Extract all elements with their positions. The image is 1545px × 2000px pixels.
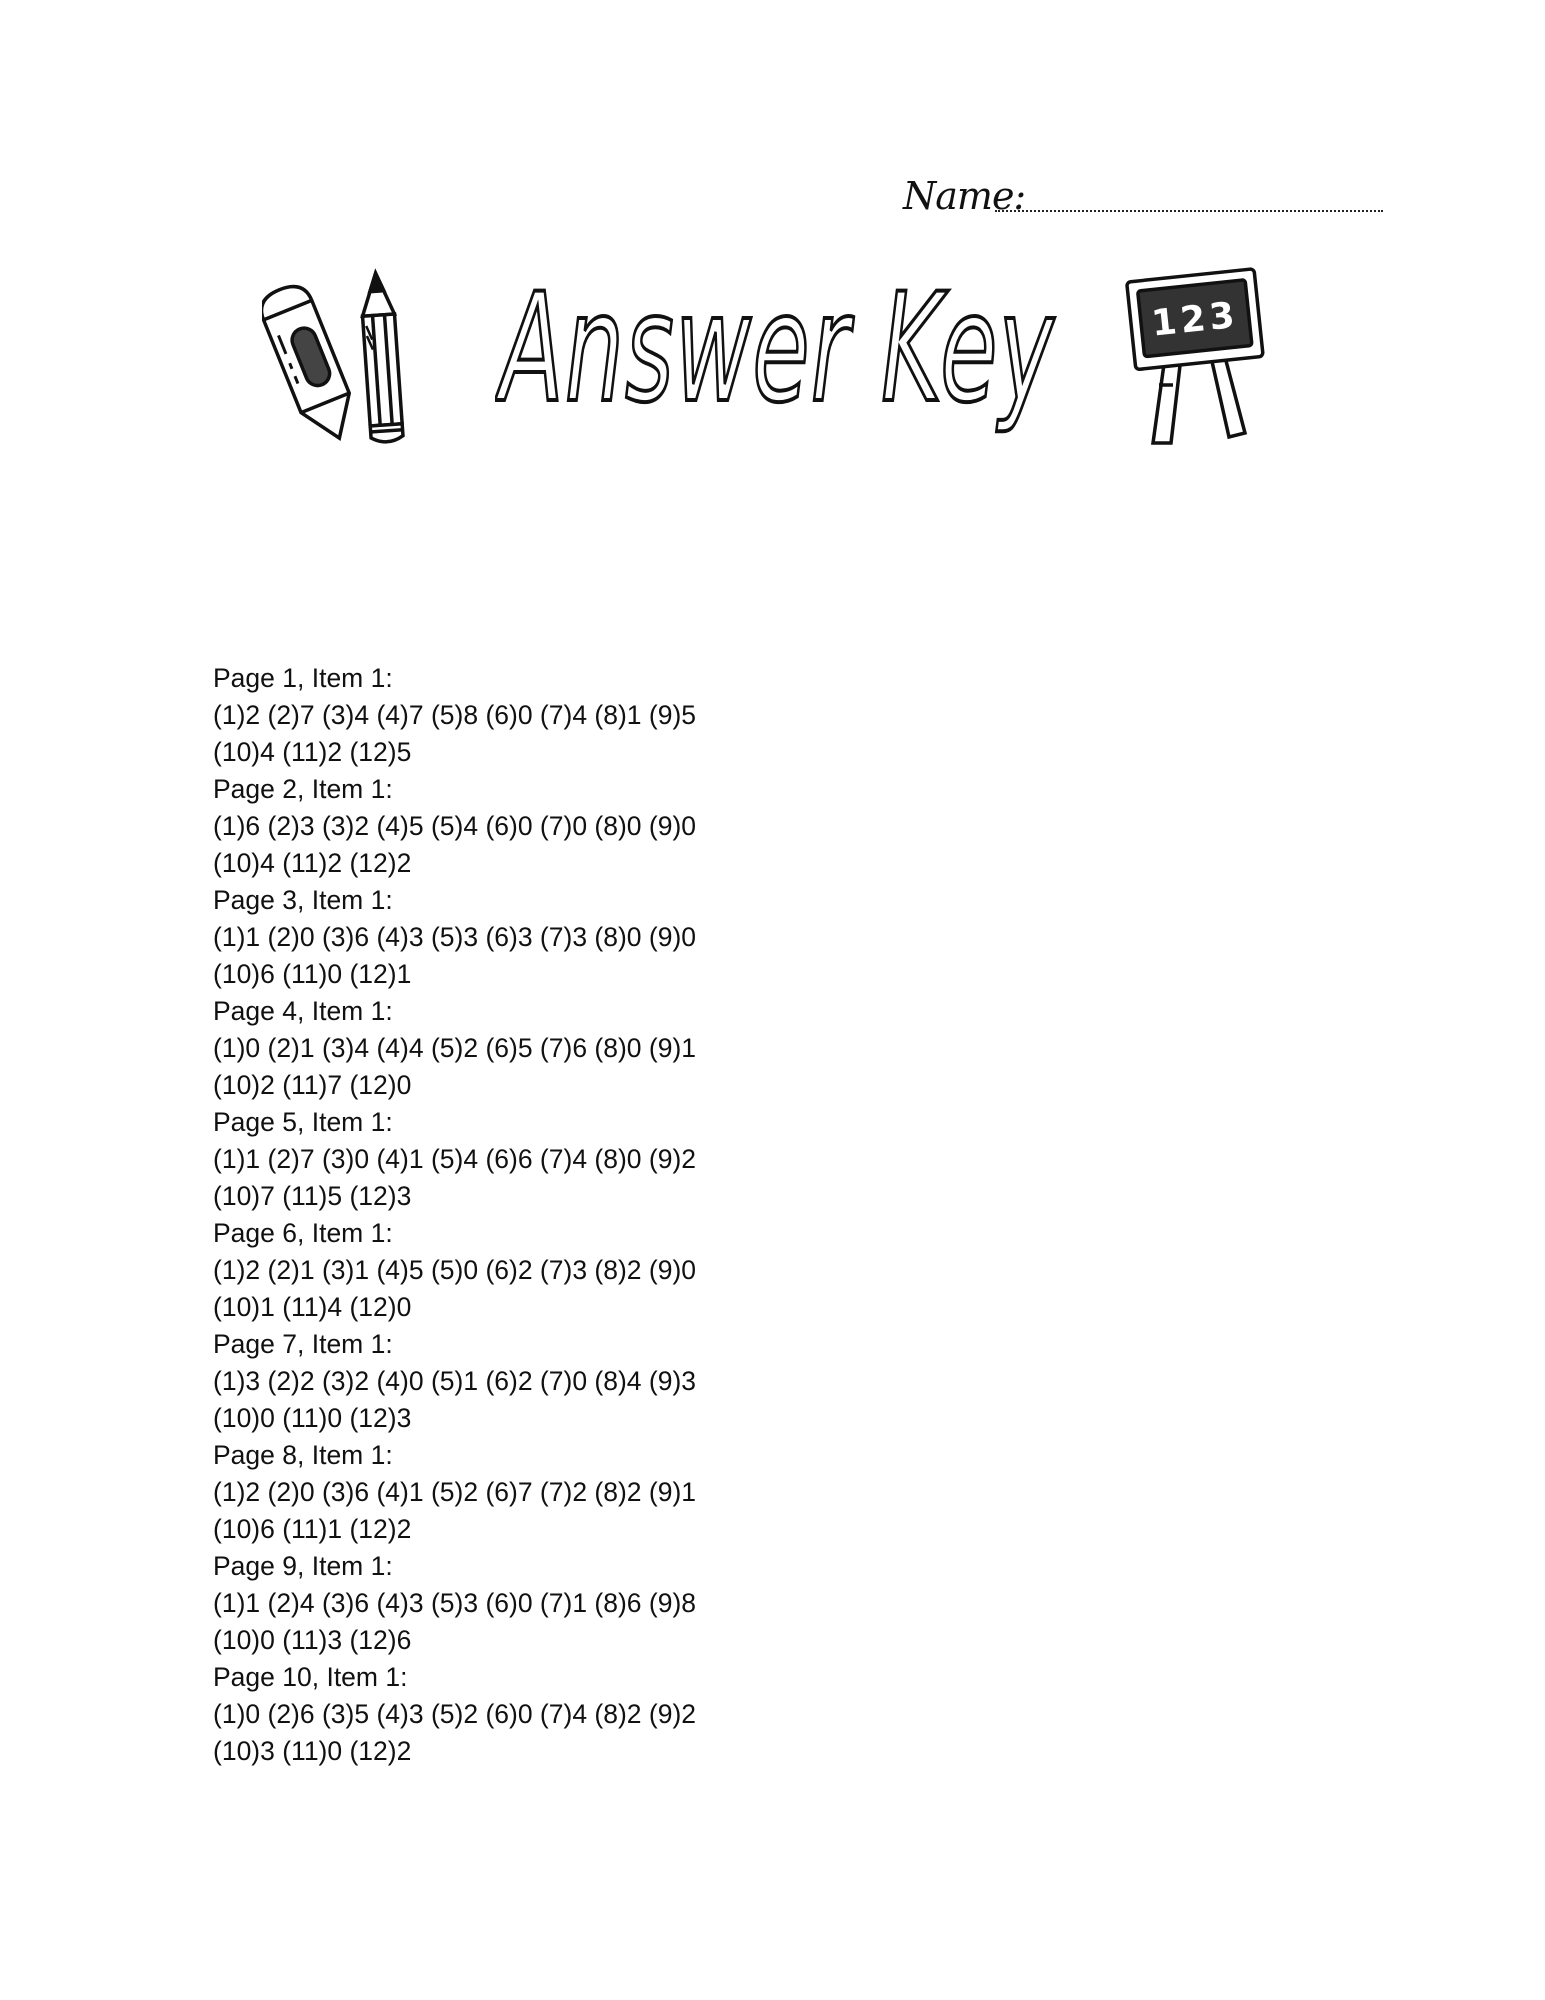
answer-block — [213, 1659, 1013, 1770]
answer-block — [213, 882, 1013, 993]
answer-line: (1)1 (2)0 (3)6 (4)3 (5)3 (6)3 (7)3 (8)0 (9)0 — [213, 922, 697, 952]
answer-line: (1)6 (2)3 (3)2 (4)5 (5)4 (6)0 (7)0 (8)0 (9)0 — [213, 811, 697, 841]
answer-line: (1)1 (2)4 (3)6 (4)3 (5)3 (6)0 (7)1 (8)6 (9)8 — [213, 1588, 697, 1618]
answer-line: (10)4 (11)2 (12)2 — [213, 848, 412, 878]
answer-block — [213, 993, 1013, 1104]
name-field — [903, 174, 1383, 224]
answer-line: (10)2 (11)7 (12)0 — [213, 1070, 412, 1100]
answer-heading: Page 4, Item 1: — [213, 996, 393, 1026]
answer-line: (10)7 (11)5 (12)3 — [213, 1181, 412, 1211]
answer-line: (1)2 (2)1 (3)1 (4)5 (5)0 (6)2 (7)3 (8)2 (9)0 — [213, 1255, 697, 1285]
answer-heading: Page 2, Item 1: — [213, 774, 393, 804]
answer-block — [213, 660, 1013, 771]
answer-line: (1)3 (2)2 (3)2 (4)0 (5)1 (6)2 (7)0 (8)4 (9)3 — [213, 1366, 697, 1396]
answer-heading: Page 7, Item 1: — [213, 1329, 393, 1359]
answer-list — [213, 660, 1013, 1770]
chalkboard-icon — [1125, 265, 1270, 450]
answer-line: (1)2 (2)0 (3)6 (4)1 (5)2 (6)7 (7)2 (8)2 (9)1 — [213, 1477, 697, 1507]
answer-line: (10)4 (11)2 (12)5 — [213, 737, 412, 767]
page-title — [495, 262, 1095, 462]
answer-line: (10)6 (11)0 (12)1 — [213, 959, 412, 989]
answer-block — [213, 1437, 1013, 1548]
answer-line: (10)0 (11)3 (12)6 — [213, 1625, 412, 1655]
answer-heading: Page 5, Item 1: — [213, 1107, 393, 1137]
answer-heading: Page 8, Item 1: — [213, 1440, 393, 1470]
answer-block — [213, 771, 1013, 882]
answer-line: (10)6 (11)1 (12)2 — [213, 1514, 412, 1544]
answer-line: (1)0 (2)1 (3)4 (4)4 (5)2 (6)5 (7)6 (8)0 (9)1 — [213, 1033, 697, 1063]
answer-block — [213, 1215, 1013, 1326]
answer-line: (10)3 (11)0 (12)2 — [213, 1736, 412, 1766]
board-number-text: 123 — [1149, 294, 1241, 345]
answer-block — [213, 1104, 1013, 1215]
answer-heading: Page 6, Item 1: — [213, 1218, 393, 1248]
answer-line: (10)1 (11)4 (12)0 — [213, 1292, 412, 1322]
crayon-pencil-icon — [262, 265, 422, 455]
answer-heading: Page 1, Item 1: — [213, 663, 393, 693]
answer-heading: Page 3, Item 1: — [213, 885, 393, 915]
title-text: Answer Key — [495, 262, 1056, 436]
answer-heading: Page 9, Item 1: — [213, 1551, 393, 1581]
answer-heading: Page 10, Item 1: — [213, 1662, 408, 1692]
answer-line: (10)0 (11)0 (12)3 — [213, 1403, 412, 1433]
answer-line: (1)0 (2)6 (3)5 (4)3 (5)2 (6)0 (7)4 (8)2 (9)2 — [213, 1699, 697, 1729]
answer-block — [213, 1326, 1013, 1437]
name-underline — [995, 210, 1383, 212]
answer-block — [213, 1548, 1013, 1659]
answer-line: (1)2 (2)7 (3)4 (4)7 (5)8 (6)0 (7)4 (8)1 (9)5 — [213, 700, 697, 730]
answer-line: (1)1 (2)7 (3)0 (4)1 (5)4 (6)6 (7)4 (8)0 (9)2 — [213, 1144, 697, 1174]
name-label: Name: — [903, 174, 1026, 218]
